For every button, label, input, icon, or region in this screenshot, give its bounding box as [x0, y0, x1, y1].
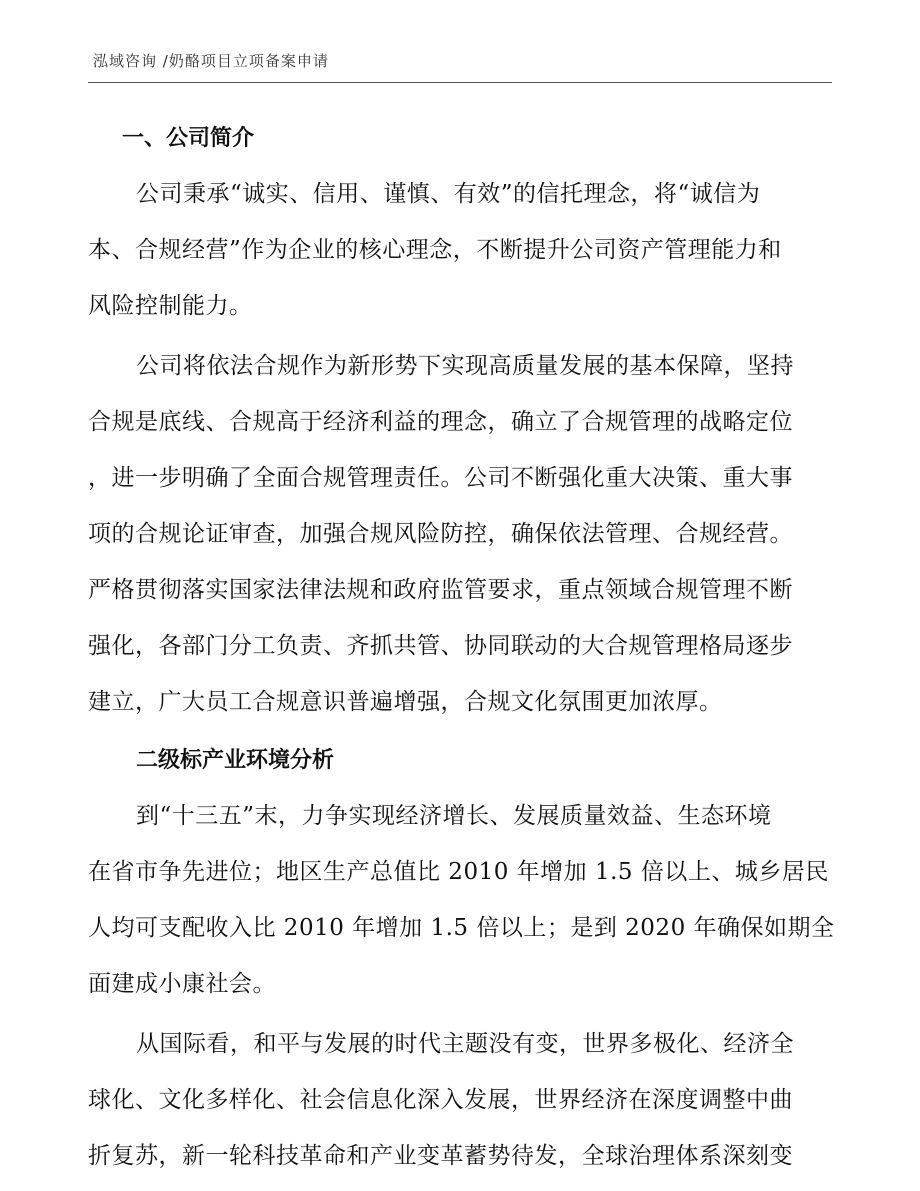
text-line: 项的合规论证审查，加强合规风险防控，确保依法管理、合规经营。	[88, 521, 793, 547]
text-line: 折复苏，新一轮科技革命和产业变革蓄势待发，全球治理体系深刻变	[88, 1143, 793, 1169]
text-line: 面建成小康社会。	[88, 971, 276, 997]
text-line: 在省市争先进位；地区生产总值比 2010 年增加 1.5 倍以上、城乡居民	[88, 859, 829, 885]
text-line: 人均可支配收入比 2010 年增加 1.5 倍以上；是到 2020 年确保如期全	[88, 915, 835, 941]
text-line: 风险控制能力。	[88, 293, 253, 319]
text-line: 球化、文化多样化、社会信息化深入发展，世界经济在深度调整中曲	[88, 1087, 793, 1113]
text-line: 本、合规经营”作为企业的核心理念，不断提升公司资产管理能力和	[88, 237, 782, 263]
paragraph-compliance	[88, 338, 828, 730]
running-header: 泓域咨询 /奶酪项目立项备案申请	[93, 52, 329, 70]
text-line: ，进一步明确了全面合规管理责任。公司不断强化重大决策、重大事	[88, 465, 793, 491]
text-line: 强化，各部门分工负责、齐抓共管、协同联动的大合规管理格局逐步	[88, 633, 793, 659]
section-heading-industry-environment: 二级标产业环境分析	[136, 748, 335, 773]
text-line: 公司秉承“诚实、信用、谨慎、有效”的信托理念，将“诚信为	[136, 181, 761, 207]
text-line: 到“十三五”末，力争实现经济增长、发展质量效益、生态环境	[136, 803, 772, 829]
header-rule	[88, 82, 832, 83]
section-heading-company-profile: 一、公司简介	[122, 126, 255, 151]
text-line: 公司将依法合规作为新形势下实现高质量发展的基本保障，坚持	[136, 353, 794, 379]
paragraph-company-philosophy	[88, 166, 828, 334]
paragraph-development-goals	[88, 788, 835, 1012]
text-line: 严格贯彻落实国家法律法规和政府监管要求，重点领域合规管理不断	[88, 577, 793, 603]
text-line: 从国际看，和平与发展的时代主题没有变，世界多极化、经济全	[136, 1031, 794, 1057]
document-body	[88, 114, 835, 1184]
paragraph-international-outlook	[88, 1016, 828, 1184]
text-line: 建立，广大员工合规意识普遍增强，合规文化氛围更加浓厚。	[88, 689, 723, 715]
text-line: 合规是底线、合规高于经济利益的理念，确立了合规管理的战略定位	[88, 409, 793, 435]
